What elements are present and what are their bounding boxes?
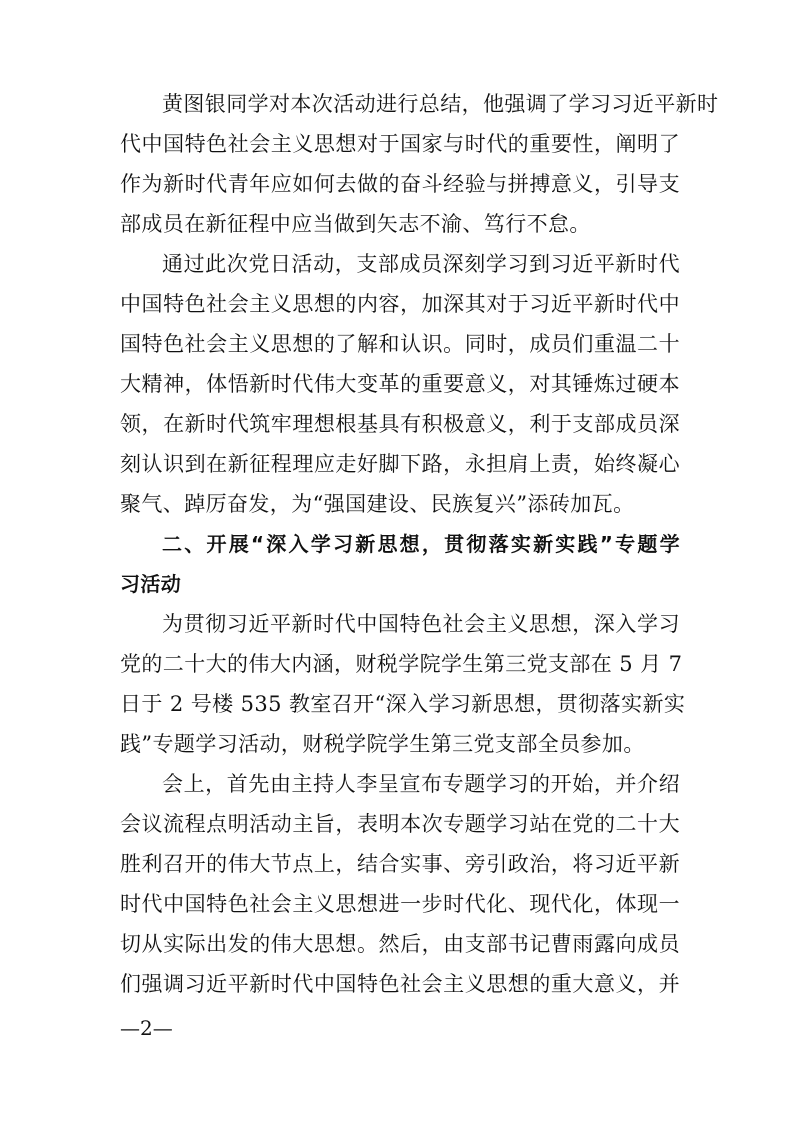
paragraph-line: 国特色社会主义思想的了解和认识。同时，成员们重温二十 (120, 332, 680, 356)
paragraph (120, 84, 719, 244)
document-body (120, 84, 719, 1004)
page-number: —2— (120, 1016, 173, 1040)
paragraph-line: 践”专题学习活动，财税学院学生第三党支部全员参加。 (120, 732, 645, 756)
paragraph-line: 会上，首先由主持人李呈宣布专题学习的开始，并介绍 (162, 772, 680, 796)
paragraph-line: 通过此次党日活动，支部成员深刻学习到习近平新时代 (162, 252, 680, 276)
paragraph-line: 大精神，体悟新时代伟大变革的重要意义，对其锤炼过硬本 (120, 372, 680, 396)
heading-line: 二、开展“深入学习新思想，贯彻落实新实践”专题学 (162, 532, 680, 556)
paragraph (120, 244, 680, 524)
paragraph-line: 中国特色社会主义思想的内容，加深其对于习近平新时代中 (120, 292, 680, 316)
section-heading (120, 524, 680, 604)
paragraph-line: 们强调习近平新时代中国特色社会主义思想的重大意义，并 (120, 972, 680, 996)
paragraph-line: 作为新时代青年应如何去做的奋斗经验与拼搏意义，引导支 (120, 172, 680, 196)
paragraph-line: 党的二十大的伟大内涵，财税学院学生第三党支部在 5 月 7 (120, 652, 683, 676)
paragraph-line: 聚气、踔厉奋发，为“强国建设、民族复兴”添砖加瓦。 (120, 492, 635, 516)
paragraph (120, 764, 680, 1004)
paragraph-line: 会议流程点明活动主旨，表明本次专题学习站在党的二十大 (120, 812, 680, 836)
paragraph-line: 刻认识到在新征程理应走好脚下路，永担肩上责，始终凝心 (120, 452, 680, 476)
paragraph-line: 为贯彻习近平新时代中国特色社会主义思想，深入学习 (162, 612, 680, 636)
heading-line: 习活动 (120, 572, 182, 596)
paragraph-line: 黄图银同学对本次活动进行总结，他强调了学习习近平新时 (162, 92, 719, 116)
paragraph-line: 时代中国特色社会主义思想进一步时代化、现代化，体现一 (120, 892, 680, 916)
paragraph-line: 代中国特色社会主义思想对于国家与时代的重要性，阐明了 (120, 132, 680, 156)
paragraph-line: 切从实际出发的伟大思想。然后，由支部书记曹雨露向成员 (120, 932, 680, 956)
paragraph-line: 领，在新时代筑牢理想根基具有积极意义，利于支部成员深 (120, 412, 680, 436)
paragraph-line: 胜利召开的伟大节点上，结合实事、旁引政治，将习近平新 (120, 852, 680, 876)
paragraph-line: 日于 2 号楼 535 教室召开“深入学习新思想，贯彻落实新实 (120, 692, 686, 716)
paragraph (120, 604, 686, 764)
paragraph-line: 部成员在新征程中应当做到矢志不渝、笃行不怠。 (120, 212, 591, 236)
